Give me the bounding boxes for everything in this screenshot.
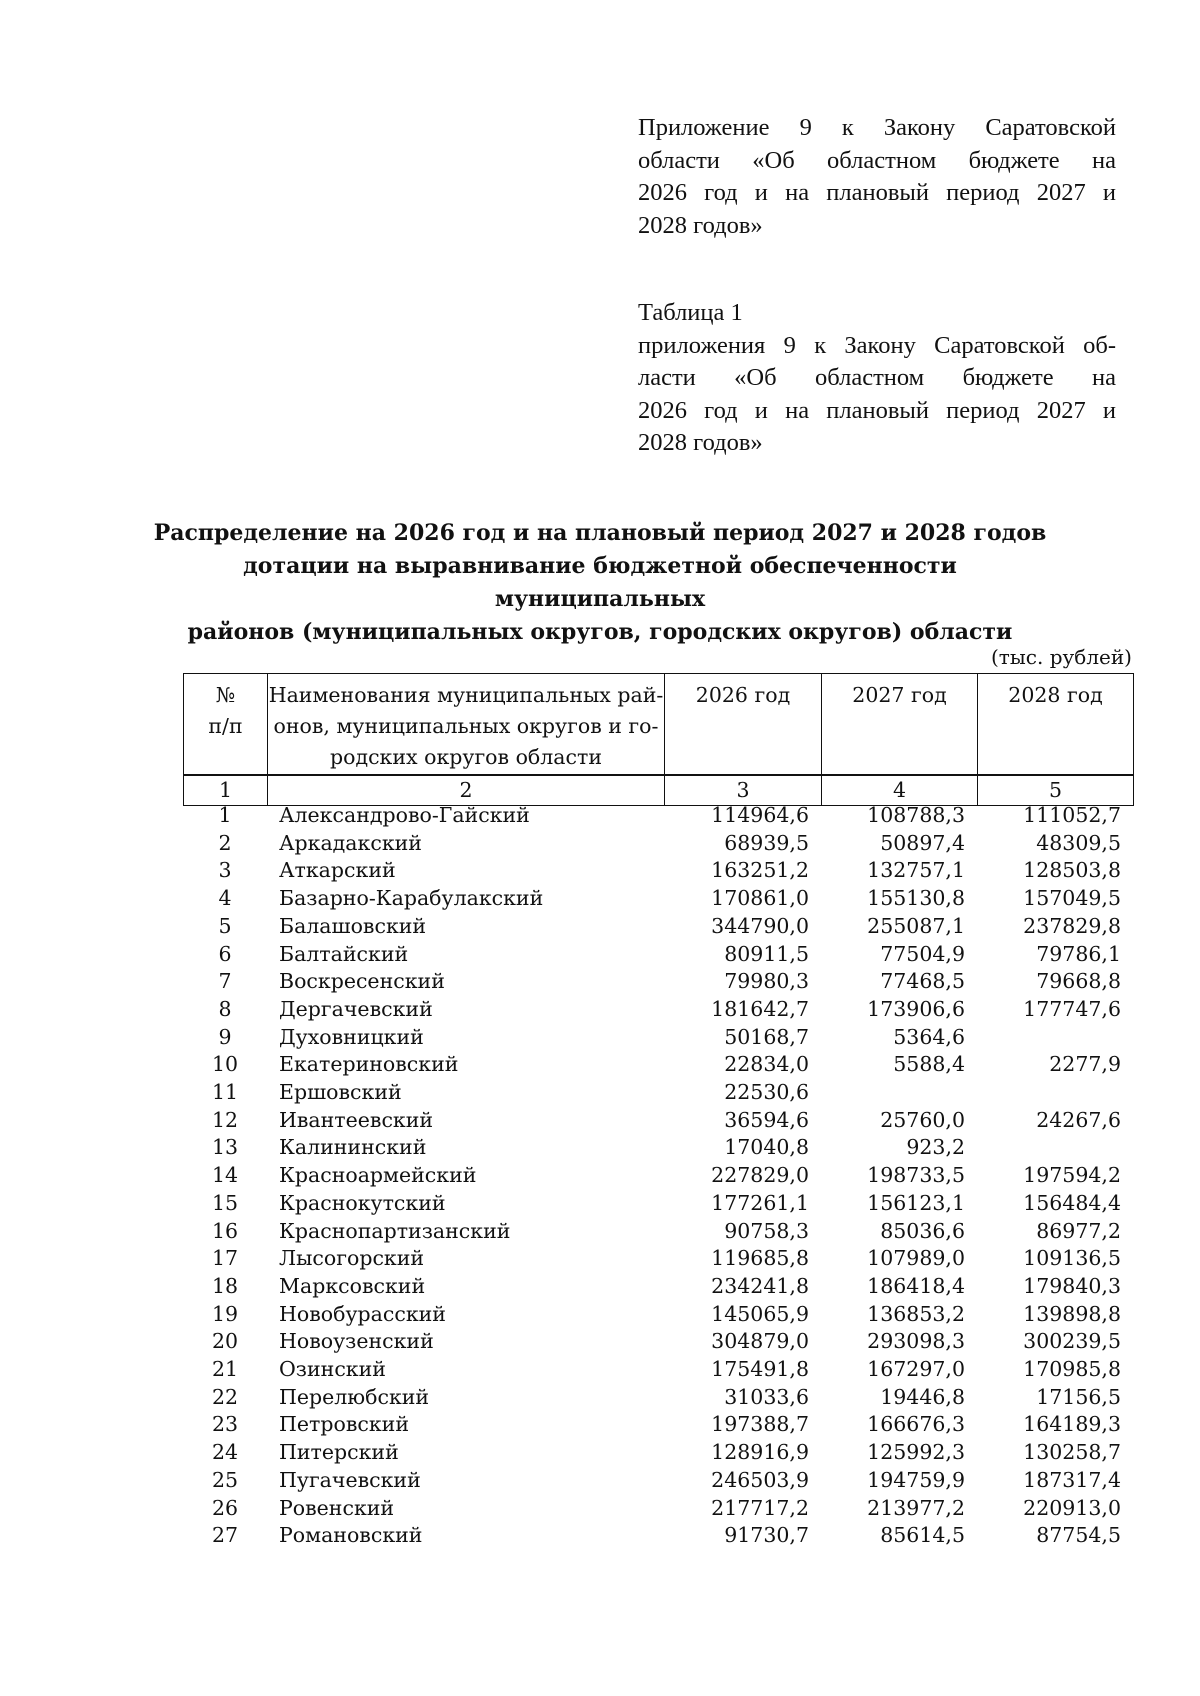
value-2027: 108788,3: [867, 803, 965, 827]
table-row: [183, 1051, 1133, 1079]
value-2028: 109136,5: [1023, 1246, 1121, 1271]
value-2026: 22834,0: [724, 1052, 809, 1077]
district-name: Аркадакский: [279, 830, 422, 855]
value-2026: 79980,3: [724, 969, 809, 994]
annex-line: 2028 годов»: [638, 211, 763, 239]
table-row: [183, 1079, 1133, 1107]
data-table: [183, 802, 1133, 1550]
title-line: Распределение на 2026 год и на плановый период 2027 и 2028 годов: [153, 520, 1047, 546]
row-number: 24: [211, 1440, 239, 1465]
value-2028: 170985,8: [1023, 1357, 1121, 1382]
value-2026: 234241,8: [711, 1273, 809, 1298]
row-number: 9: [218, 1024, 232, 1049]
table-row: [183, 1467, 1133, 1495]
district-name: Ершовский: [279, 1080, 402, 1105]
row-number: 22: [211, 1384, 239, 1409]
district-name: Красноармейский: [279, 1163, 477, 1188]
value-2026: 68939,5: [724, 830, 809, 855]
row-number: 10: [211, 1052, 239, 1077]
value-2026: 227829,0: [711, 1163, 809, 1188]
row-number: 23: [211, 1412, 239, 1437]
row-number: 2: [218, 830, 232, 855]
table-row: [183, 1356, 1133, 1384]
value-2026: 119685,8: [711, 1246, 809, 1271]
row-number: 11: [211, 1080, 239, 1105]
value-2026: 31033,6: [724, 1384, 809, 1409]
annex-line: 2026 год и на плановый период 2027 и: [638, 179, 1116, 206]
district-name: Воскресенский: [279, 969, 445, 994]
value-2026: 246503,9: [711, 1467, 809, 1492]
row-number: 25: [211, 1467, 239, 1492]
value-2027: 293098,3: [867, 1329, 965, 1354]
value-2026: 36594,6: [724, 1107, 809, 1132]
header-name-line: онов, муниципальных округов и го-: [273, 714, 659, 738]
table-row: [183, 913, 1133, 941]
header-2026: 2026 год: [665, 674, 822, 776]
value-2027: 194759,9: [867, 1467, 965, 1492]
value-2026: 197388,7: [711, 1412, 809, 1437]
district-name: Краснопартизанский: [279, 1218, 511, 1243]
row-number: 18: [211, 1273, 239, 1298]
table-ref-line: ласти «Об областном бюджете на: [638, 364, 1116, 391]
value-2027: 85036,6: [880, 1218, 965, 1243]
header-num: [184, 674, 268, 776]
value-2027: 186418,4: [867, 1273, 965, 1298]
value-2028: 130258,7: [1023, 1440, 1121, 1465]
table-ref-line: 2028 годов»: [638, 429, 763, 456]
annex-line: Приложение 9 к Закону Саратовской: [638, 114, 1116, 141]
table-row: [183, 1439, 1133, 1467]
value-2027: 5364,6: [893, 1024, 965, 1049]
table-row: [183, 1245, 1133, 1273]
value-2027: 213977,2: [867, 1495, 965, 1520]
value-2028: [977, 1134, 1133, 1162]
district-name: Озинский: [279, 1357, 386, 1382]
row-number: 27: [211, 1523, 239, 1548]
value-2027: 77504,9: [880, 941, 965, 966]
value-2027: 167297,0: [867, 1357, 965, 1382]
value-2028: 177747,6: [1023, 996, 1121, 1021]
value-2027: 132757,1: [867, 858, 965, 883]
value-2028: 17156,5: [1036, 1384, 1121, 1409]
district-name: Дергачевский: [279, 996, 433, 1021]
row-number: 5: [218, 913, 232, 938]
value-2027: 136853,2: [867, 1301, 965, 1326]
district-name: Новобурасский: [279, 1301, 446, 1326]
table-row: [183, 1411, 1133, 1439]
value-2026: 170861,0: [711, 886, 809, 911]
value-2026: 80911,5: [724, 941, 809, 966]
header-2028: 2028 год: [978, 674, 1134, 776]
value-2028: [977, 1079, 1133, 1107]
value-2028: 179840,3: [1023, 1273, 1121, 1298]
row-number: 21: [211, 1357, 239, 1382]
value-2028: 87754,5: [1036, 1523, 1121, 1548]
header-row: [184, 674, 1134, 776]
table-row: [183, 1273, 1133, 1301]
row-number: 19: [211, 1301, 239, 1326]
value-2028: 24267,6: [1036, 1107, 1121, 1132]
district-name: Аткарский: [279, 858, 396, 883]
value-2028: [977, 1024, 1133, 1052]
value-2028: 220913,0: [1023, 1495, 1121, 1520]
table-row: [183, 1522, 1133, 1550]
header-name-line: Наименования муниципальных рай-: [268, 683, 664, 707]
table-row: [183, 1328, 1133, 1356]
title-line: дотации на выравнивание бюджетной обеспеченности муниципальных: [243, 553, 957, 612]
value-2026: 181642,7: [711, 996, 809, 1021]
column-number: 3: [665, 775, 822, 806]
district-name: Новоузенский: [279, 1329, 434, 1354]
value-2027: 125992,3: [867, 1440, 965, 1465]
table-row: [183, 1190, 1133, 1218]
header-2027: 2027 год: [822, 674, 978, 776]
table-row: [183, 968, 1133, 996]
table-row: [183, 1218, 1133, 1246]
row-number: 7: [218, 969, 232, 994]
value-2027: 255087,1: [867, 913, 965, 938]
row-number: 1: [218, 803, 232, 827]
header-num-line: п/п: [208, 714, 243, 738]
row-number: 8: [218, 996, 232, 1021]
value-2027: 923,2: [906, 1135, 965, 1160]
district-name: Краснокутский: [279, 1190, 446, 1215]
table-row: [183, 1384, 1133, 1412]
table-row: [183, 941, 1133, 969]
table-row: [183, 996, 1133, 1024]
value-2027: 5588,4: [893, 1052, 965, 1077]
value-2028: 187317,4: [1023, 1467, 1121, 1492]
value-2026: 17040,8: [724, 1135, 809, 1160]
annex-reference: [638, 112, 1116, 242]
header-name: [268, 674, 665, 776]
district-name: Лысогорский: [279, 1246, 425, 1271]
value-2026: 22530,6: [724, 1080, 809, 1105]
district-name: Ивантеевский: [279, 1107, 434, 1132]
row-number: 16: [211, 1218, 239, 1243]
table-row: [183, 857, 1133, 885]
value-2026: 91730,7: [724, 1523, 809, 1548]
table-row: [183, 802, 1133, 830]
value-2026: 90758,3: [724, 1218, 809, 1243]
value-2026: 177261,1: [711, 1190, 809, 1215]
table-row: [183, 1301, 1133, 1329]
value-2028: 157049,5: [1023, 886, 1121, 911]
district-name: Пугачевский: [279, 1467, 421, 1492]
row-number: 15: [211, 1190, 239, 1215]
value-2027: 166676,3: [867, 1412, 965, 1437]
value-2028: 164189,3: [1023, 1412, 1121, 1437]
value-2026: 175491,8: [711, 1357, 809, 1382]
table-row: [183, 1107, 1133, 1135]
value-2026: 163251,2: [711, 858, 809, 883]
table-row: [183, 1134, 1133, 1162]
value-2027: 19446,8: [880, 1384, 965, 1409]
value-2028: 197594,2: [1023, 1163, 1121, 1188]
value-2027: 107989,0: [867, 1246, 965, 1271]
row-number: 4: [218, 886, 232, 911]
row-number: 14: [211, 1163, 239, 1188]
value-2028: 2277,9: [1049, 1052, 1121, 1077]
row-number: 26: [211, 1495, 239, 1520]
value-2026: 304879,0: [711, 1329, 809, 1354]
value-2026: 217717,2: [711, 1495, 809, 1520]
table-row: [183, 1495, 1133, 1523]
value-2027: 156123,1: [867, 1190, 965, 1215]
row-number: 3: [218, 858, 232, 883]
value-2028: 48309,5: [1036, 830, 1121, 855]
value-2028: 156484,4: [1023, 1190, 1121, 1215]
table-header: [183, 673, 1134, 806]
value-2028: 300239,5: [1023, 1329, 1121, 1354]
annex-line: области «Об областном бюджете на: [638, 146, 1116, 174]
row-number: 12: [211, 1107, 239, 1132]
value-2028: 237829,8: [1023, 913, 1121, 938]
table-ref-line: 2026 год и на плановый период 2027 и: [638, 396, 1116, 424]
column-number: 1: [184, 775, 268, 806]
column-number: 2: [268, 775, 665, 806]
table-row: [183, 885, 1133, 913]
header-name-line: родских округов области: [329, 745, 602, 769]
title-line: районов (муниципальных округов, городских округов) области: [187, 619, 1013, 645]
table-row: [183, 1024, 1133, 1052]
value-2026: 128916,9: [711, 1440, 809, 1465]
district-name: Перелюбский: [279, 1384, 430, 1409]
district-name: Калининский: [279, 1135, 427, 1160]
table-ref-line: Таблица 1: [638, 299, 743, 326]
row-number: 6: [218, 941, 232, 966]
value-2028: 128503,8: [1023, 858, 1121, 883]
district-name: Питерский: [279, 1440, 399, 1465]
value-2028: 111052,7: [1023, 803, 1121, 827]
value-2028: 79668,8: [1036, 969, 1121, 994]
value-2026: 114964,6: [711, 803, 809, 827]
value-2028: 139898,8: [1023, 1301, 1121, 1326]
district-name: Романовский: [279, 1523, 423, 1548]
column-number-row: [184, 775, 1134, 806]
value-2028: 79786,1: [1036, 941, 1121, 966]
district-name: Александрово-Гайский: [279, 803, 530, 827]
value-2027: 50897,4: [880, 830, 965, 855]
units-label: (тыс. рублей): [991, 645, 1132, 669]
value-2026: 50168,7: [724, 1024, 809, 1049]
document-title: [150, 517, 1050, 649]
value-2027: 173906,6: [867, 996, 965, 1021]
value-2027: 198733,5: [867, 1163, 965, 1188]
column-number: 4: [822, 775, 978, 806]
value-2027: [821, 1079, 977, 1107]
header-num-line: №: [215, 683, 236, 707]
row-number: 13: [211, 1135, 239, 1160]
value-2027: 25760,0: [880, 1107, 965, 1132]
row-number: 17: [211, 1246, 239, 1271]
value-2028: 86977,2: [1036, 1218, 1121, 1243]
value-2026: 344790,0: [711, 913, 809, 938]
district-name: Ровенский: [279, 1495, 395, 1520]
value-2026: 145065,9: [711, 1301, 809, 1326]
district-name: Екатериновский: [279, 1052, 459, 1077]
district-name: Балашовский: [279, 913, 427, 938]
value-2027: 77468,5: [880, 969, 965, 994]
district-name: Петровский: [279, 1412, 409, 1437]
value-2027: 155130,8: [867, 886, 965, 911]
column-number: 5: [978, 775, 1134, 806]
district-name: Духовницкий: [279, 1024, 424, 1049]
table-ref-line: приложения 9 к Закону Саратовской об-: [638, 331, 1116, 359]
district-name: Балтайский: [279, 941, 409, 966]
district-name: Базарно-Карабулакский: [279, 886, 544, 911]
district-name: Марксовский: [279, 1273, 426, 1298]
table-row: [183, 830, 1133, 858]
table-row: [183, 1162, 1133, 1190]
row-number: 20: [211, 1329, 239, 1354]
table-reference: [638, 297, 1116, 460]
value-2027: 85614,5: [880, 1523, 965, 1548]
